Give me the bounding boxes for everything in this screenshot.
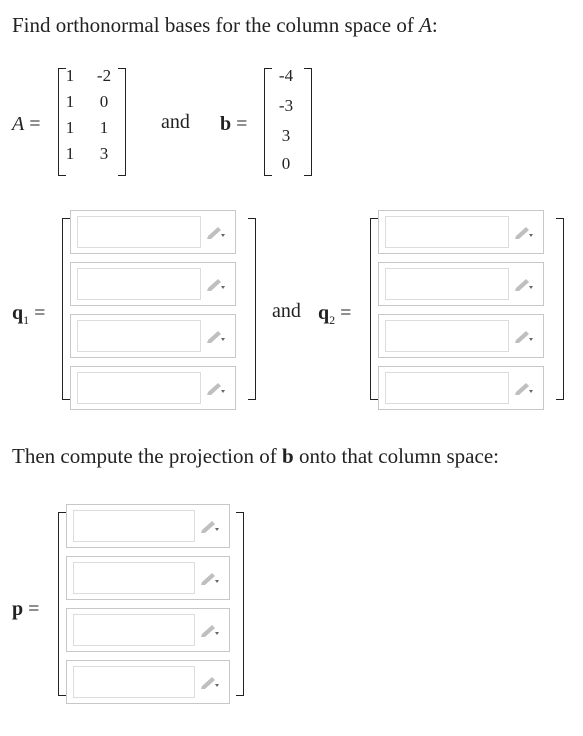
and-label: and <box>272 300 301 322</box>
p-input-1-field[interactable] <box>73 510 195 542</box>
p-input-3-field[interactable] <box>73 614 195 646</box>
pencil-icon[interactable] <box>205 380 227 396</box>
q1-input-1-field[interactable] <box>77 216 201 248</box>
q1-input-4[interactable] <box>70 366 236 410</box>
pencil-icon[interactable] <box>199 570 221 586</box>
p-right-bracket <box>236 512 244 696</box>
pencil-icon[interactable] <box>513 276 535 292</box>
pencil-icon[interactable] <box>205 224 227 240</box>
pencil-icon[interactable] <box>199 674 221 690</box>
q2-input-1-field[interactable] <box>385 216 509 248</box>
pencil-icon[interactable] <box>205 276 227 292</box>
q2-input-3[interactable] <box>378 314 544 358</box>
p-input-2[interactable] <box>66 556 230 600</box>
matrix-a-cell: 1 <box>65 144 75 163</box>
q1-input-3[interactable] <box>70 314 236 358</box>
pencil-icon[interactable] <box>513 328 535 344</box>
matrix-a-cell: 1 <box>65 92 75 111</box>
vector-b-left-bracket <box>264 68 272 176</box>
vector-b-cell: 0 <box>281 154 291 173</box>
matrix-a-cell: 1 <box>65 66 75 85</box>
pencil-icon[interactable] <box>513 224 535 240</box>
pencil-icon[interactable] <box>199 622 221 638</box>
and-label: and <box>161 111 190 133</box>
p-left-bracket <box>58 512 66 696</box>
pencil-icon[interactable] <box>205 328 227 344</box>
pencil-icon[interactable] <box>513 380 535 396</box>
q2-input-2-field[interactable] <box>385 268 509 300</box>
p-label: p = <box>12 598 40 620</box>
p-input-3[interactable] <box>66 608 230 652</box>
pencil-icon[interactable] <box>199 518 221 534</box>
q2-left-bracket <box>370 218 378 400</box>
p-input-2-field[interactable] <box>73 562 195 594</box>
q2-input-3-field[interactable] <box>385 320 509 352</box>
q2-input-4-field[interactable] <box>385 372 509 404</box>
p-input-4[interactable] <box>66 660 230 704</box>
q1-input-4-field[interactable] <box>77 372 201 404</box>
matrix-a-label: A = <box>12 113 41 135</box>
q1-left-bracket <box>62 218 70 400</box>
q2-input-2[interactable] <box>378 262 544 306</box>
vector-b-right-bracket <box>304 68 312 176</box>
q2-label: $q_2$ = <box>318 302 352 327</box>
q1-input-2-field[interactable] <box>77 268 201 300</box>
matrix-a-cell: -2 <box>96 66 112 85</box>
q1-input-1[interactable] <box>70 210 236 254</box>
vector-b-cell: -4 <box>278 66 294 85</box>
q1-label: $q_1$ = <box>12 302 46 327</box>
matrix-a-cell: 1 <box>65 118 75 137</box>
matrix-a-right-bracket <box>118 68 126 176</box>
vector-b-label: b = <box>220 113 248 135</box>
p-input-4-field[interactable] <box>73 666 195 698</box>
prompt-projection: Then compute the projection of b onto that column space: <box>12 444 499 468</box>
q1-right-bracket <box>248 218 256 400</box>
matrix-a-cell: 0 <box>99 92 109 111</box>
q1-input-2[interactable] <box>70 262 236 306</box>
vector-b-cell: 3 <box>281 126 291 145</box>
matrix-a-cell: 3 <box>99 144 109 163</box>
prompt-text: Find orthonormal bases for the column space of A: <box>12 13 438 37</box>
q1-input-3-field[interactable] <box>77 320 201 352</box>
p-input-1[interactable] <box>66 504 230 548</box>
matrix-a-cell: 1 <box>99 118 109 137</box>
vector-b-cell: -3 <box>278 96 294 115</box>
q2-input-1[interactable] <box>378 210 544 254</box>
q2-input-4[interactable] <box>378 366 544 410</box>
q2-right-bracket <box>556 218 564 400</box>
